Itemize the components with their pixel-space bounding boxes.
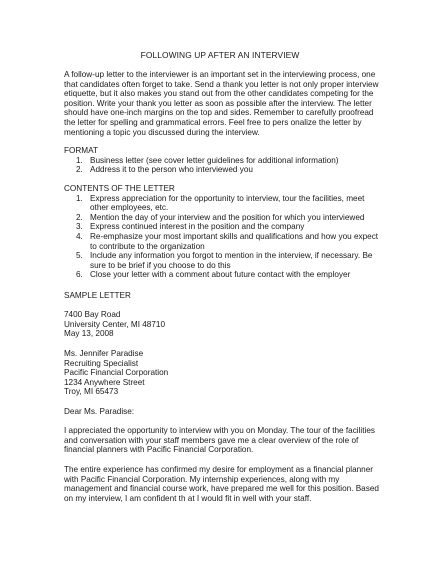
list-number: 6. <box>76 270 83 280</box>
paragraph-line: with Pacific Financial Corporation. My internship experiences, along with my <box>64 474 340 484</box>
list-item-text: Address it to the person who interviewed you <box>90 165 253 175</box>
sample-letter-heading: SAMPLE LETTER <box>64 291 131 300</box>
letter-paragraph-1 <box>64 426 380 455</box>
intro-line: mentioning a topic you discussed during the interview. <box>64 127 260 137</box>
recipient-address <box>64 349 380 397</box>
list-item-text: Express appreciation for the opportunity to interview, tour the facilities, meet <box>90 193 365 203</box>
letter-salutation: Dear Ms. Paradise: <box>64 407 135 416</box>
list-item <box>64 222 380 232</box>
contents-section <box>64 184 380 280</box>
list-item-text: Re-emphasize your most important skills and qualifications and how you expect <box>90 231 379 241</box>
paragraph-line: and conversation with your staff members gave me a clear overview of the role of <box>64 435 359 445</box>
intro-paragraph <box>64 70 380 137</box>
intro-line: etiquette, but it also makes you stand out from the other candidates competing for the <box>64 89 374 99</box>
sender-address <box>64 310 380 339</box>
intro-line: A follow-up letter to the interviewer is an important set in the interviewing process, one <box>64 70 376 79</box>
intro-line: should have one-inch margins on the top and sides. Remember to carefully proofread <box>64 108 374 118</box>
list-item-text: Mention the day of your interview and the position for which you interviewed <box>90 212 365 222</box>
address-line: University Center, MI 48710 <box>64 319 166 329</box>
list-item-text: to contribute to the organization <box>90 241 205 251</box>
format-heading: FORMAT <box>64 146 98 155</box>
paragraph-line: The entire experience has confirmed my desire for employment as a financial planner <box>64 465 374 474</box>
contents-list <box>64 194 380 280</box>
list-item-text: Business letter (see cover letter guidelines for additional information) <box>90 155 339 165</box>
page-title: FOLLOWING UP AFTER AN INTERVIEW <box>140 50 300 60</box>
list-item <box>64 270 380 280</box>
intro-line: position. Write your thank you letter as soon as possible after the interview. The letter <box>64 98 372 108</box>
list-number: 5. <box>76 251 83 261</box>
list-item <box>64 251 380 270</box>
recipient-name: Ms. Jennifer Paradise <box>64 349 144 358</box>
letter-date: May 13, 2008 <box>64 329 114 339</box>
list-item <box>64 213 380 223</box>
list-item-text: Express continued interest in the position and the company <box>90 222 305 232</box>
list-number: 2. <box>76 212 83 222</box>
list-item-text: sure to be brief if you choose to do this <box>90 260 231 270</box>
list-item <box>64 232 380 251</box>
list-item <box>64 156 380 166</box>
format-list <box>64 156 380 175</box>
address-line: 7400 Bay Road <box>64 310 121 319</box>
list-item-text: Close your letter with a comment about future contact with the employer <box>90 270 351 280</box>
list-number: 2. <box>76 165 83 175</box>
intro-line: the letter for spelling and grammatical errors. Feel free to pers onalize the letter by <box>64 117 362 127</box>
list-item <box>64 165 380 175</box>
list-item <box>64 194 380 213</box>
contents-heading: CONTENTS OF THE LETTER <box>64 184 175 193</box>
list-number: 4. <box>76 231 83 241</box>
list-item-text: Include any information you forgot to mention in the interview, if necessary. Be <box>90 251 373 261</box>
recipient-title: Recruiting Specialist <box>64 358 139 368</box>
recipient-city: Troy, MI 65473 <box>64 387 119 397</box>
paragraph-line: I appreciated the opportunity to interview with you on Monday. The tour of the facilities <box>64 426 375 435</box>
recipient-company: Pacific Financial Corporation <box>64 368 169 378</box>
paragraph-line: management and financial course work, have prepared me well for this position. Based <box>64 484 379 494</box>
list-number: 1. <box>76 193 83 203</box>
list-number: 1. <box>76 155 83 165</box>
intro-line: that candidates often forget to take. Send a thank you letter is not only proper interview <box>64 79 379 89</box>
paragraph-line: financial planners with Pacific Financial Corporation. <box>64 445 254 455</box>
paragraph-line: on my interview, I am confident th at I would fit in well with your staff. <box>64 493 312 503</box>
letter-paragraph-2 <box>64 465 380 503</box>
list-number: 3. <box>76 222 83 232</box>
list-item-text: other employees, etc. <box>90 203 169 213</box>
format-section <box>64 146 380 175</box>
recipient-street: 1234 Anywhere Street <box>64 377 145 387</box>
